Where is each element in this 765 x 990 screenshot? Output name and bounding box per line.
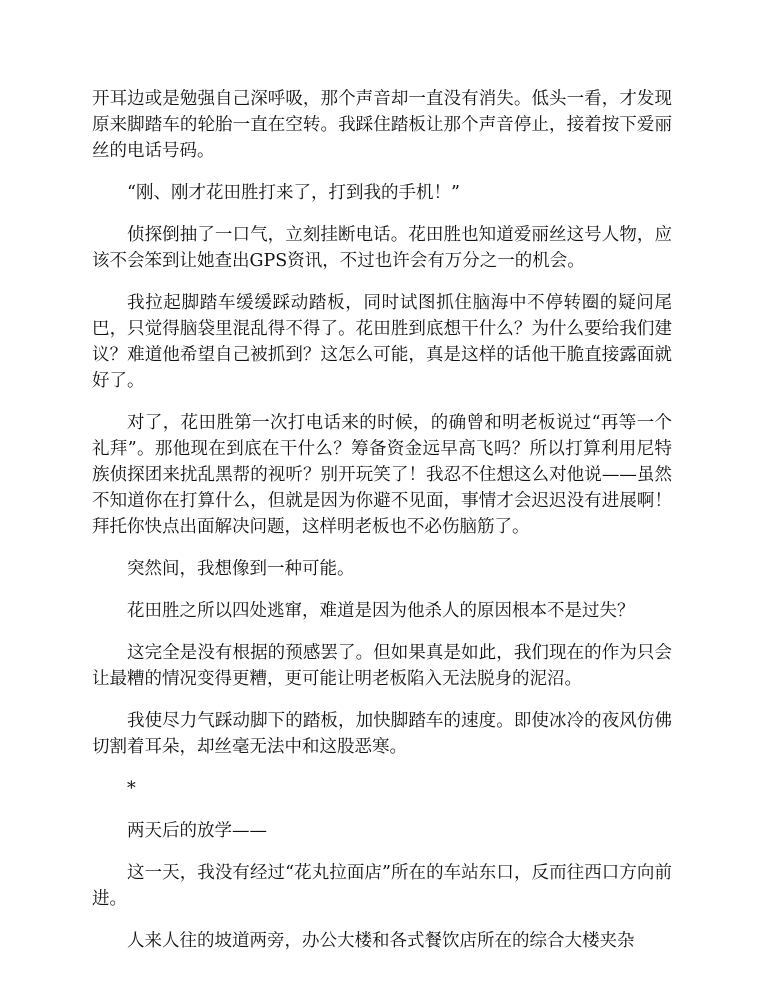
paragraph: 这一天，我没有经过“花丸拉面店”所在的车站东口，反而往西口方向前进。: [92, 863, 672, 909]
paragraph: 这完全是没有根据的预感罢了。但如果真是如此，我们现在的作为只会让最糟的情况变得更糟，更可能让明老板陷入无法脱身的泥沼。: [92, 643, 672, 689]
paragraph: 我使尽力气踩动脚下的踏板，加快脚踏车的速度。即使冰冷的夜风仿佛切割着耳朵，却丝毫无法中和这股恶寒。: [92, 711, 672, 757]
paragraph: 我拉起脚踏车缓缓踩动踏板，同时试图抓住脑海中不停转圈的疑问尾巴，只觉得脑袋里混乱得不得了。花田胜到底想干什么？为什么要给我们建议？难道他希望自己被抓到？这怎么可能，真是这样的话他干脆直接露面就好了。: [92, 293, 672, 391]
paragraph: 人来人往的坡道两旁，办公大楼和各式餐饮店所在的综合大楼夹杂: [127, 931, 635, 951]
scene-break: *: [127, 779, 136, 799]
paragraph: 突然间，我想像到一种可能。: [127, 559, 355, 579]
paragraph: 侦探倒抽了一口气，立刻挂断电话。花田胜也知道爱丽丝这号人物，应该不会笨到让她查出GPS资讯，不过也许会有万分之一的机会。: [92, 225, 672, 271]
paragraph: “刚、刚才花田胜打来了，打到我的手机！”: [127, 183, 460, 203]
paragraph: 开耳边或是勉强自己深呼吸，那个声音却一直没有消失。低头一看，才发现原来脚踏车的轮胎一直在空转。我踩住踏板让那个声音停止，接着按下爱丽丝的电话号码。: [92, 89, 672, 161]
paragraph: 花田胜之所以四处逃窜，难道是因为他杀人的原因根本不是过失？: [127, 601, 635, 621]
paragraph: 两天后的放学——: [127, 821, 267, 841]
document-body: [92, 86, 672, 970]
paragraph: 对了，花田胜第一次打电话来的时候，的确曾和明老板说过“再等一个礼拜”。那他现在到底在干什么？筹备资金远早高飞吗？所以打算利用尼特族侦探团来扰乱黑帮的视听？别开玩笑了！我忍不住想这么对他说——虽然不知道你在打算什么，但就是因为你避不见面，事情才会迟迟没有进展啊！拜托你快点出面解决问题，这样明老板也不必伤脑筋了。: [92, 413, 672, 537]
